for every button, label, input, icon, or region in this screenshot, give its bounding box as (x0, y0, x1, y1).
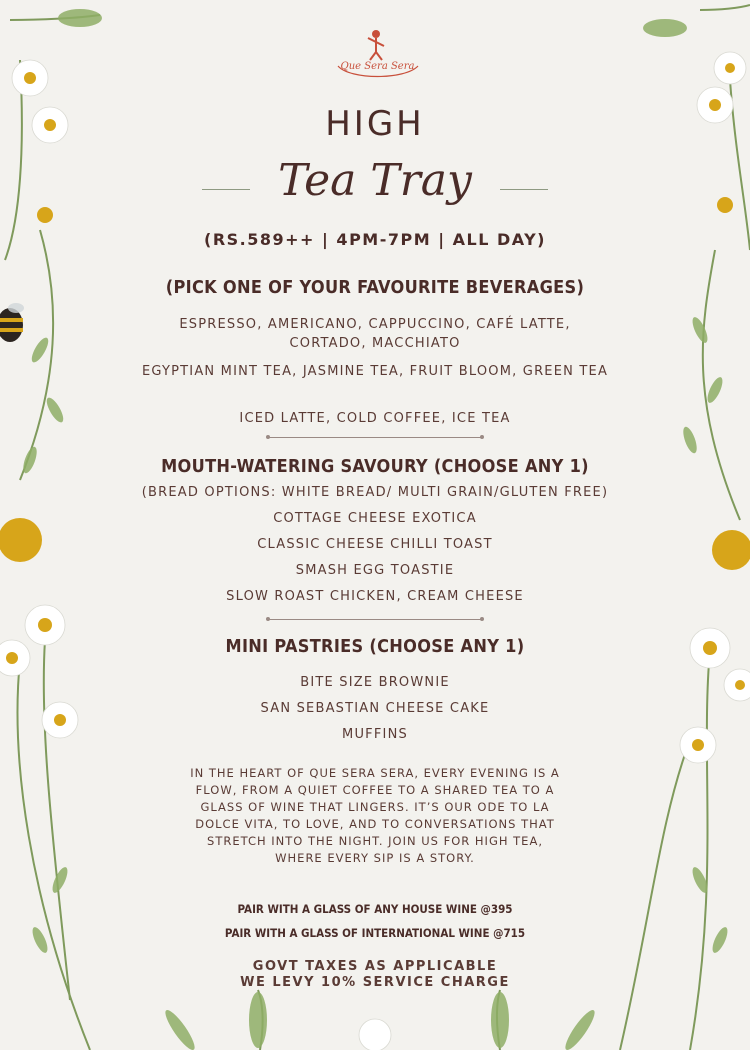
brand-logo-text: Que Sera Sera (340, 61, 415, 72)
pastry-item: BITE SIZE BROWNIE (300, 675, 450, 690)
savoury-item: CLASSIC CHEESE CHILLI TOAST (257, 537, 493, 552)
footer-service-charge: WE LEVY 10% SERVICE CHARGE (240, 975, 510, 990)
savoury-item: SMASH EGG TOASTIE (295, 563, 455, 578)
pairing-international-wine: PAIR WITH A GLASS OF INTERNATIONAL WINE @715 (224, 926, 526, 940)
beverage-item: ICED LATTE, COLD COFFEE, ICE TEA (239, 411, 511, 426)
brand-logo (330, 28, 425, 84)
savoury-subheading: (BREAD OPTIONS: WHITE BREAD/ MULTI GRAIN/GLUTEN FREE) (141, 485, 609, 500)
title-script: Tea Tray (278, 155, 472, 206)
footer-taxes: GOVT TAXES AS APPLICABLE (252, 959, 498, 974)
price-line: (RS.589++ | 4PM-7PM | ALL DAY) (204, 230, 546, 249)
title-high: HIGH (325, 104, 425, 144)
pastry-item: SAN SEBASTIAN CHEESE CAKE (260, 701, 490, 716)
beverage-item: ESPRESSO, AMERICANO, CAPPUCCINO, CAFÉ LATTE, CORTADO, MACCHIATO (179, 317, 571, 351)
pairing-house-wine: PAIR WITH A GLASS OF ANY HOUSE WINE @395 (237, 902, 513, 916)
title-rule-right (500, 189, 548, 190)
savoury-item: COTTAGE CHEESE EXOTICA (273, 511, 477, 526)
savoury-heading: MOUTH-WATERING SAVOURY (CHOOSE ANY 1) (161, 456, 589, 477)
section-divider (268, 437, 482, 438)
beverages-heading: (PICK ONE OF YOUR FAVOURITE BEVERAGES) (165, 277, 585, 298)
pastry-item: MUFFINS (342, 727, 408, 742)
pastries-heading: MINI PASTRIES (CHOOSE ANY 1) (225, 636, 525, 657)
savoury-item: SLOW ROAST CHICKEN, CREAM CHEESE (226, 589, 524, 604)
description-paragraph: IN THE HEART OF QUE SERA SERA, EVERY EVENING IS A FLOW, FROM A QUIET COFFEE TO A SHARED TEA TO A GLASS OF WINE THAT LINGERS. IT’S OUR ODE TO LA DOLCE VITA, TO LOVE, AND TO CONVERSATIONS THAT STRETCH INTO THE NIGHT. JOIN US FOR HIGH TEA, WHERE EVERY SIP IS A STORY. (190, 766, 560, 865)
beverage-item: EGYPTIAN MINT TEA, JASMINE TEA, FRUIT BLOOM, GREEN TEA (141, 364, 609, 379)
dancer-icon (330, 28, 425, 84)
section-divider (268, 619, 482, 620)
